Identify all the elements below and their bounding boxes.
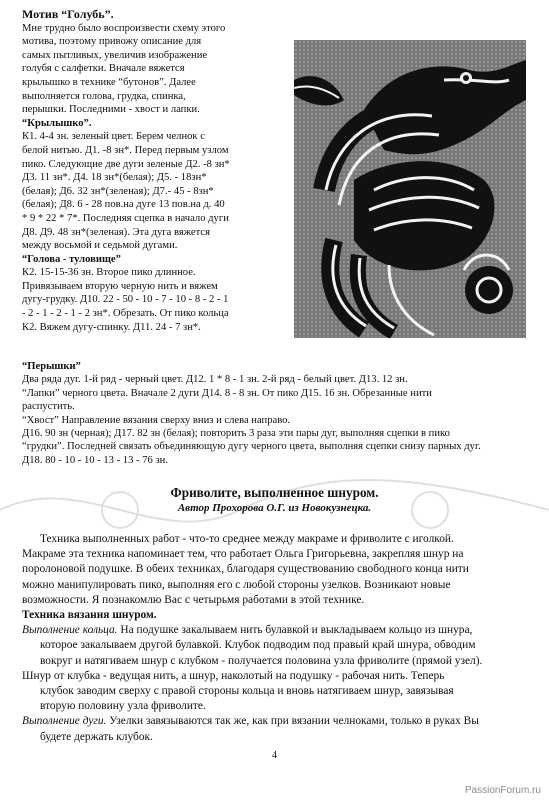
para-line: Макраме эта техника напоминает тем, что работает Ольга Григорьевна, закрепляя шнур на [22,548,464,561]
ring-line: клубок заводим сверху с правой стороны кольца и вновь натягиваем шнур, завязывая [40,685,454,698]
para-line: поролоновой подушке. В обеих техниках, благодаря существованию свободного конца нити [22,563,469,576]
head-line: Привязываем вторую черную нить и вяжем [22,280,218,292]
ring-line: вторую половину узла фриволите. [40,700,206,713]
ring-text: На подушке закалываем нить булавкой и выкладываем кольцо из шнура, [117,624,473,637]
wing-line: белой нитью. Д1. -8 зн*. Перед первым узлом [22,144,229,156]
ring-label: Выполнение кольца. [22,624,118,637]
ring-line: вокруг и натягиваем шнур с клубком - получается половина узла фриволите (прямой узел). [40,654,483,667]
intro-line: крылышко в технике “бутонов”. Далее [22,76,196,88]
article-author: Автор Прохорова О.Г. из Новокузнецка. [177,502,372,514]
dove-lace-photo [294,40,526,338]
wing-line: * 9 * 22 * 7*. Последняя сцепка в начало дуги [22,212,229,224]
wing-line: (белая); Д8. 6 - 28 пов.на дуге 13 пов.на д. 40 [22,199,225,211]
feathers-section [22,360,532,467]
arc-paragraph [22,714,530,729]
wing-line: К1. 4-4 зн. зеленый цвет. Берем челнок с [22,131,205,143]
feathers-line: Два ряда дуг. 1-й ряд - черный цвет. Д12. 1 * 8 - 1 зн. 2-й ряд - белый цвет. Д13. 12 зн. [22,374,408,386]
intro-line: самых пытливых, увеличив изображение [22,49,208,61]
page-number: 4 [272,750,277,761]
motif-title: Мотив “Голубь”. [22,7,114,21]
wing-line: (белая); Д6. 32 зн*(зеленая); Д7.- 45 - 8зн* [22,185,214,197]
head-heading: “Голова - туловище” [22,253,121,265]
head-line: К2. Вяжем дугу-спинку. Д11. 24 - 7 зн*. [22,321,201,333]
head-line: К2. 15-15-36 зн. Второе пико длинное. [22,267,196,279]
feathers-line: “Лапки” черного цвета. Вначале 2 дуги Д14. 8 - 8 зн. От пико Д15. 16 зн. Обрезанные нити [22,387,432,399]
motif-column [22,8,290,334]
intro-line: мотива, поэтому привожу описание для [22,36,202,48]
feathers-line: Д18. 80 - 10 - 10 - 13 - 13 - 76 зн. [22,454,168,466]
head-line: дугу-грудку. Д10. 22 - 50 - 10 - 7 - 10 - 8 - 2 - 1 [22,294,229,306]
dove-lace-image [294,40,526,338]
arc-label: Выполнение дуги. [22,715,107,728]
watermark: PassionForum.ru [464,785,541,796]
para-line: можно манипулировать пико, выполняя его с любой стороны узелков. Возникают новые [22,578,451,591]
feathers-line: распустить. [22,401,75,413]
para-line: Техника выполненных работ - что-то среднее между макраме и фриволите с иголкой. [40,533,454,545]
arc-line: будете держать клубок. [40,730,153,743]
article-title: Фриволите, выполненное шнуром. [170,485,379,500]
feathers-line: “грудки”. Последней связать объединяющую дугу черного цвета, выполняя сцепки снизу парных дуг. [22,441,481,453]
feathers-heading: “Перышки” [22,361,81,372]
feathers-line: Д16. 90 зн (черная); Д17. 82 зн (белая); повторить 3 раза эти пары дуг, выполняя сцепки в пико [22,428,450,440]
wing-line: Д8. Д9. 48 зн*(зеленая). Эта дуга вяжется [22,226,210,238]
ring-line: которое закалываем другой булавкой. Клубок подводим под правый край шнура, обводим [40,639,476,652]
intro-line: голубя с салфетки. Вначале вяжется [22,63,185,75]
wing-line: пико. Следующие две дуги зеленые Д2. -8 зн* [22,158,230,170]
intro-line: перышки. Последними - хвост и лапки. [22,104,200,116]
para-line: возможности. Я познакомлю Вас с четырьмя работами в этой технике. [22,593,365,606]
ring-line: Шнур от клубка - ведущая нить, а шнур, наколотый на подушку - рабочая нить. Теперь [22,669,445,682]
wing-line: Д3. 11 зн*. Д4. 18 зн*(белая); Д5. - 18зн* [22,172,207,184]
wing-line: между восьмой и седьмой дугами. [22,240,178,252]
feathers-line: “Хвост” Направление вязания сверху вниз и слева направо. [22,414,291,426]
arc-text: Узелки завязываются так же, как при вязании челноками, только в руках Вы [106,715,479,728]
technique-heading: Техника вязания шнуром. [22,609,157,622]
wing-heading: “Крылышко”. [22,117,92,129]
intro-line: Мне трудно было воспроизвести схему этого [22,22,226,34]
article-body [22,532,530,745]
ring-paragraph [22,623,530,638]
intro-line: выполняется голова, грудка, спинка, [22,90,186,102]
head-line: - 2 - 1 - 2 - 1 - 2 зн*. Обрезать. От пико кольца [22,308,229,320]
